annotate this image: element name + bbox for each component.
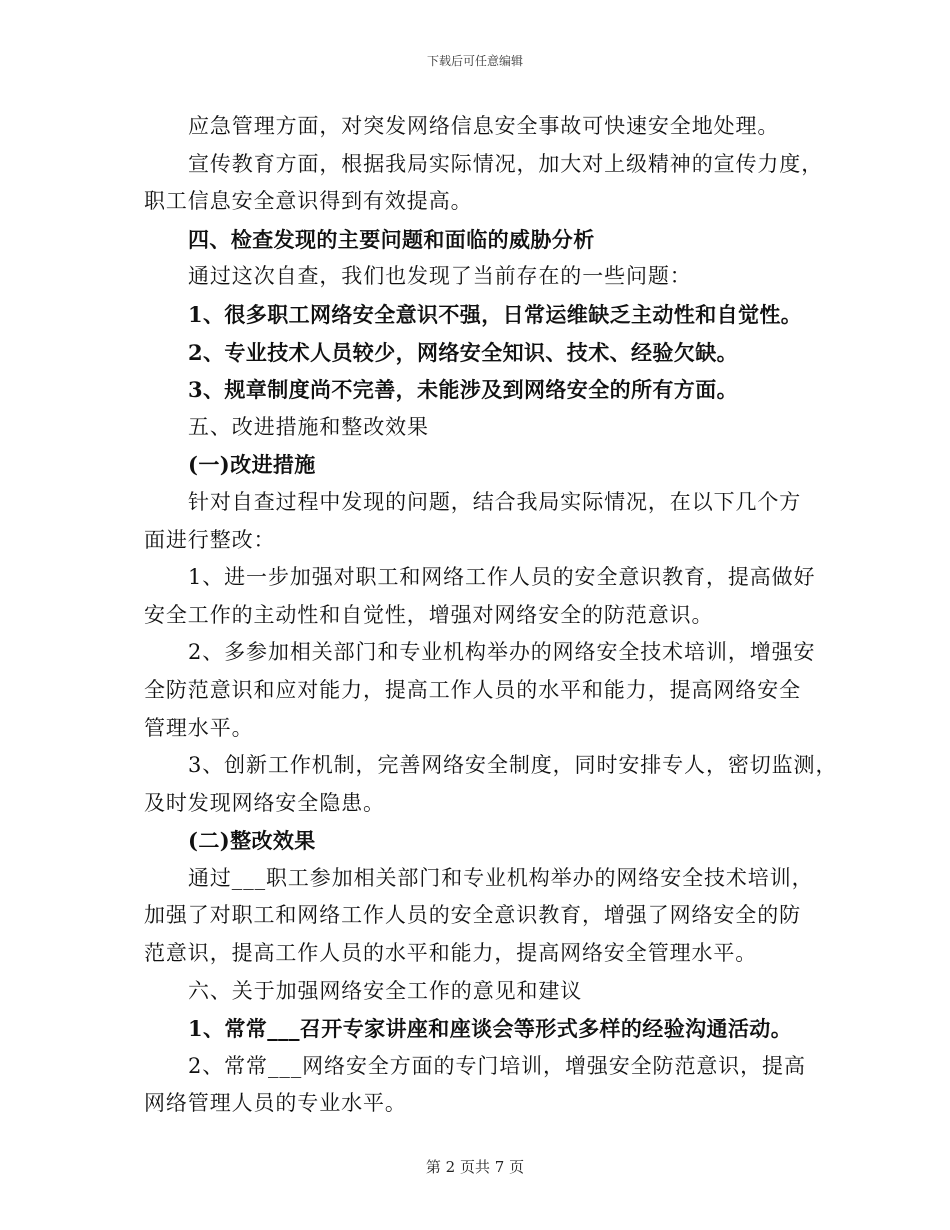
text-line: 1、进一步加强对职工和网络工作人员的安全意识教育，提高做好 <box>188 565 816 590</box>
text-line: 网络管理人员的专业水平。 <box>144 1091 407 1116</box>
text-line: 2、多参加相关部门和专业机构举办的网络安全技术培训，增强安 <box>188 640 816 665</box>
text-line: 宣传教育方面，根据我局实际情况，加大对上级精神的宣传力度， <box>188 151 824 176</box>
text-line: 通过这次自查，我们也发现了当前存在的一些问题： <box>188 264 692 289</box>
text-line: 全防范意识和应对能力，提高工作人员的水平和能力，提高网络安全 <box>144 677 801 702</box>
text-line: 面进行整改： <box>144 527 276 552</box>
bold-text-line: (一)改进措施 <box>188 452 316 478</box>
bold-text-line: 1、常常___召开专家讲座和座谈会等形式多样的经验沟通活动。 <box>188 1016 793 1042</box>
text-line: 加强了对职工和网络工作人员的安全意识教育，增强了网络安全的防 <box>144 903 801 928</box>
text-line: 五、改进措施和整改效果 <box>188 414 429 439</box>
text-line: 3、创新工作机制，完善网络安全制度，同时安排专人，密切监测， <box>188 753 838 778</box>
text-line: 2、常常___网络安全方面的专门培训，增强安全防范意识，提高 <box>188 1053 806 1078</box>
text-line: 管理水平。 <box>144 715 254 740</box>
page-number: 第 2 页共 7 页 <box>425 1158 525 1176</box>
page-header: 下载后可任意编辑 <box>426 54 523 68</box>
text-line: 六、关于加强网络安全工作的意见和建议 <box>188 978 583 1003</box>
text-line: 安全工作的主动性和自觉性，增强对网络安全的防范意识。 <box>144 602 714 627</box>
document-body <box>144 108 838 1123</box>
bold-text-line: 2、专业技术人员较少，网络安全知识、技术、经验欠缺。 <box>188 339 739 365</box>
text-line: 范意识，提高工作人员的水平和能力，提高网络安全管理水平。 <box>144 941 758 966</box>
text-line: 职工信息安全意识得到有效提高。 <box>144 189 473 214</box>
text-line: 通过___职工参加相关部门和专业机构举办的网络安全技术培训， <box>188 865 814 890</box>
text-line: 针对自查过程中发现的问题，结合我局实际情况，在以下几个方 <box>188 489 802 514</box>
bold-text-line: (二)整改效果 <box>188 828 316 854</box>
bold-text-line: 四、检查发现的主要问题和面临的威胁分析 <box>188 226 595 252</box>
text-line: 及时发现网络安全隐患。 <box>144 790 385 815</box>
bold-text-line: 3、规章制度尚不完善，未能涉及到网络安全的所有方面。 <box>188 377 739 403</box>
text-line: 应急管理方面，对突发网络信息安全事故可快速安全地处理。 <box>188 114 780 138</box>
bold-text-line: 1、很多职工网络安全意识不强，日常运维缺乏主动性和自觉性。 <box>188 301 803 327</box>
